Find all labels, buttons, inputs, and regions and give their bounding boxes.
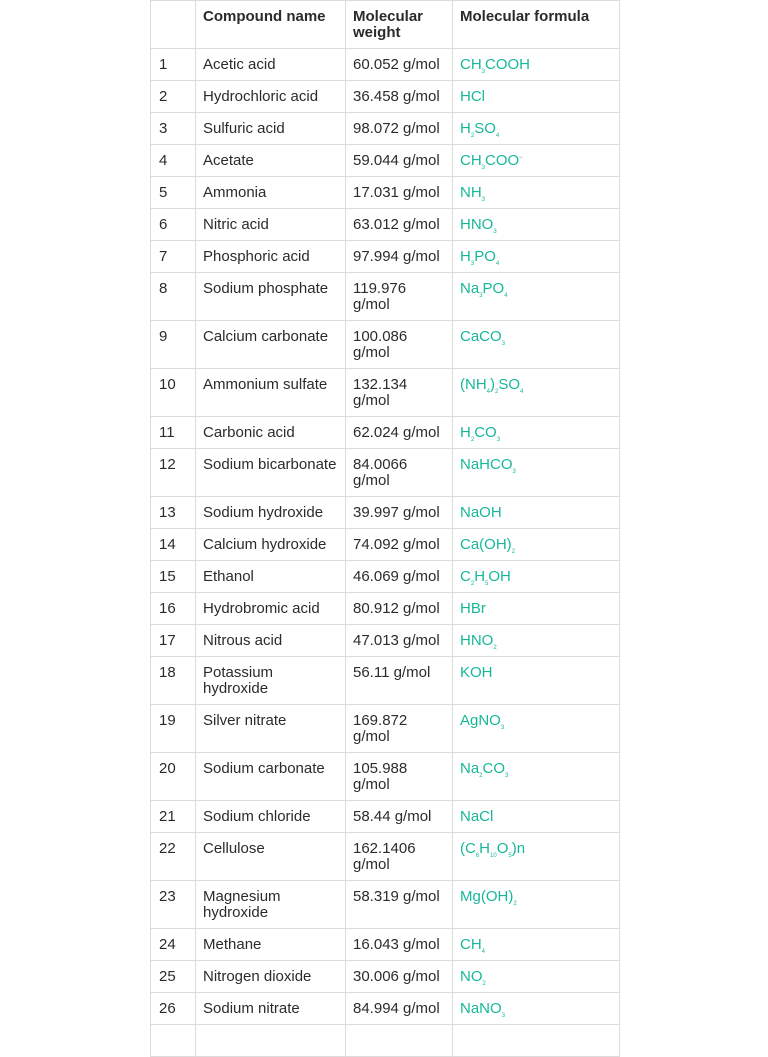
compound-name: Calcium carbonate: [196, 321, 346, 369]
molecular-weight: 169.872 g/mol: [346, 705, 453, 753]
molecular-weight: 17.031 g/mol: [346, 177, 453, 209]
table-row: [151, 81, 620, 113]
molecular-formula: $HNO_2$: [453, 625, 620, 657]
table-row: [151, 241, 620, 273]
table-row: [151, 145, 620, 177]
table-row: [151, 993, 620, 1025]
molecular-formula: CaCO$_3$: [453, 321, 620, 369]
table-body: [151, 49, 620, 1057]
table-row: [151, 369, 620, 417]
row-index: 1: [151, 49, 196, 81]
compound-name: Acetate: [196, 145, 346, 177]
molecular-weight: 84.0066 g/mol: [346, 449, 453, 497]
table-row: [151, 593, 620, 625]
table-row: [151, 273, 620, 321]
row-index: 6: [151, 209, 196, 241]
compound-name: Calcium hydroxide: [196, 529, 346, 561]
molecular-weight: 97.994 g/mol: [346, 241, 453, 273]
molecular-weight: 132.134 g/mol: [346, 369, 453, 417]
compound-name: Phosphoric acid: [196, 241, 346, 273]
row-index: 12: [151, 449, 196, 497]
table-row: [151, 529, 620, 561]
molecular-weight: 39.997 g/mol: [346, 497, 453, 529]
molecular-formula: HCl: [453, 81, 620, 113]
compound-name: Nitrous acid: [196, 625, 346, 657]
header-row: [151, 1, 620, 49]
row-index: 13: [151, 497, 196, 529]
row-index: 18: [151, 657, 196, 705]
compound-name: Carbonic acid: [196, 417, 346, 449]
molecular-formula: $Na_2CO_3$: [453, 753, 620, 801]
row-index: 23: [151, 881, 196, 929]
table-row: [151, 113, 620, 145]
compound-name: Sulfuric acid: [196, 113, 346, 145]
molecular-formula: $Na_3PO_4$: [453, 273, 620, 321]
compound-name: Sodium nitrate: [196, 993, 346, 1025]
row-index: 3: [151, 113, 196, 145]
compound-name: Methane: [196, 929, 346, 961]
molecular-weight: 84.994 g/mol: [346, 993, 453, 1025]
molecular-weight: 60.052 g/mol: [346, 49, 453, 81]
row-index: 21: [151, 801, 196, 833]
compound-name: Sodium carbonate: [196, 753, 346, 801]
compound-name: Cellulose: [196, 833, 346, 881]
molecular-formula: $HNO_3$: [453, 209, 620, 241]
compound-name: Nitric acid: [196, 209, 346, 241]
compound-name: Magnesium hydroxide: [196, 881, 346, 929]
molecular-formula: $H_2CO_3$: [453, 417, 620, 449]
molecular-formula: $NH_3$: [453, 177, 620, 209]
molecular-weight: 56.11 g/mol: [346, 657, 453, 705]
row-index: 10: [151, 369, 196, 417]
compound-name: Acetic acid: [196, 49, 346, 81]
molecular-formula: HBr: [453, 593, 620, 625]
molecular-formula: NaHCO$_3$: [453, 449, 620, 497]
header-molecular-formula: Molecular formula: [453, 1, 620, 49]
molecular-weight: 119.976 g/mol: [346, 273, 453, 321]
row-index: 9: [151, 321, 196, 369]
table-row: [151, 801, 620, 833]
molecular-formula: AgNO$_3$: [453, 705, 620, 753]
row-index: 25: [151, 961, 196, 993]
table-row: [151, 1025, 620, 1057]
table-row: [151, 209, 620, 241]
molecular-formula: NaCl: [453, 801, 620, 833]
molecular-weight: 47.013 g/mol: [346, 625, 453, 657]
molecular-formula: $CH_3COOH$: [453, 49, 620, 81]
molecular-formula: $Ca(OH)_2$: [453, 529, 620, 561]
header-index: [151, 1, 196, 49]
header-molecular-weight: Molecular weight: [346, 1, 453, 49]
molecular-formula: $H_3PO_4$: [453, 241, 620, 273]
molecular-weight: 63.012 g/mol: [346, 209, 453, 241]
compound-name: Ammonia: [196, 177, 346, 209]
table-row: [151, 449, 620, 497]
row-index: 17: [151, 625, 196, 657]
table-header: [151, 1, 620, 49]
molecular-formula: $(NH_4)_2SO_4$: [453, 369, 620, 417]
row-index: 24: [151, 929, 196, 961]
molecular-formula: $CH_4$: [453, 929, 620, 961]
row-index: 5: [151, 177, 196, 209]
table-row: [151, 561, 620, 593]
row-index: 4: [151, 145, 196, 177]
compound-table: [150, 0, 620, 1057]
molecular-weight: 98.072 g/mol: [346, 113, 453, 145]
row-index: 26: [151, 993, 196, 1025]
row-index: 11: [151, 417, 196, 449]
molecular-weight: 62.024 g/mol: [346, 417, 453, 449]
table-row: [151, 321, 620, 369]
molecular-formula: $Mg(OH)_2$: [453, 881, 620, 929]
molecular-formula: $CH_3COO^-$: [453, 145, 620, 177]
row-index: 16: [151, 593, 196, 625]
molecular-formula: $H_2SO_4$: [453, 113, 620, 145]
molecular-weight: 16.043 g/mol: [346, 929, 453, 961]
table-row: [151, 753, 620, 801]
molecular-formula: $NO_2$: [453, 961, 620, 993]
molecular-weight: 74.092 g/mol: [346, 529, 453, 561]
row-index: 15: [151, 561, 196, 593]
molecular-weight: 46.069 g/mol: [346, 561, 453, 593]
table-row: [151, 929, 620, 961]
compound-name: Sodium phosphate: [196, 273, 346, 321]
compound-name: Hydrochloric acid: [196, 81, 346, 113]
table-row: [151, 881, 620, 929]
compound-name: Sodium bicarbonate: [196, 449, 346, 497]
row-index: 7: [151, 241, 196, 273]
compound-name: Nitrogen dioxide: [196, 961, 346, 993]
table-row: [151, 657, 620, 705]
table-row: [151, 497, 620, 529]
molecular-weight: 59.044 g/mol: [346, 145, 453, 177]
table-row: [151, 417, 620, 449]
molecular-formula: [453, 1025, 620, 1057]
row-index: 14: [151, 529, 196, 561]
compound-name: Potassium hydroxide: [196, 657, 346, 705]
compound-name: Ethanol: [196, 561, 346, 593]
row-index: [151, 1025, 196, 1057]
molecular-weight: 30.006 g/mol: [346, 961, 453, 993]
compound-table-container: [150, 0, 619, 1057]
compound-name: Ammonium sulfate: [196, 369, 346, 417]
molecular-formula: $C_2H_5OH$: [453, 561, 620, 593]
molecular-formula: $(C_6H_{10}O_5)n$: [453, 833, 620, 881]
table-row: [151, 705, 620, 753]
table-row: [151, 833, 620, 881]
molecular-weight: 100.086 g/mol: [346, 321, 453, 369]
molecular-weight: 58.319 g/mol: [346, 881, 453, 929]
molecular-weight: 105.988 g/mol: [346, 753, 453, 801]
table-row: [151, 961, 620, 993]
molecular-weight: 80.912 g/mol: [346, 593, 453, 625]
compound-name: Hydrobromic acid: [196, 593, 346, 625]
table-row: [151, 49, 620, 81]
row-index: 8: [151, 273, 196, 321]
row-index: 22: [151, 833, 196, 881]
molecular-weight: 58.44 g/mol: [346, 801, 453, 833]
compound-name: [196, 1025, 346, 1057]
molecular-formula: NaOH: [453, 497, 620, 529]
table-row: [151, 625, 620, 657]
row-index: 20: [151, 753, 196, 801]
molecular-formula: NaNO$_3$: [453, 993, 620, 1025]
molecular-formula: KOH: [453, 657, 620, 705]
compound-name: Sodium chloride: [196, 801, 346, 833]
molecular-weight: 36.458 g/mol: [346, 81, 453, 113]
molecular-weight: 162.1406 g/mol: [346, 833, 453, 881]
row-index: 19: [151, 705, 196, 753]
molecular-weight: [346, 1025, 453, 1057]
compound-name: Sodium hydroxide: [196, 497, 346, 529]
table-row: [151, 177, 620, 209]
header-compound-name: Compound name: [196, 1, 346, 49]
row-index: 2: [151, 81, 196, 113]
compound-name: Silver nitrate: [196, 705, 346, 753]
